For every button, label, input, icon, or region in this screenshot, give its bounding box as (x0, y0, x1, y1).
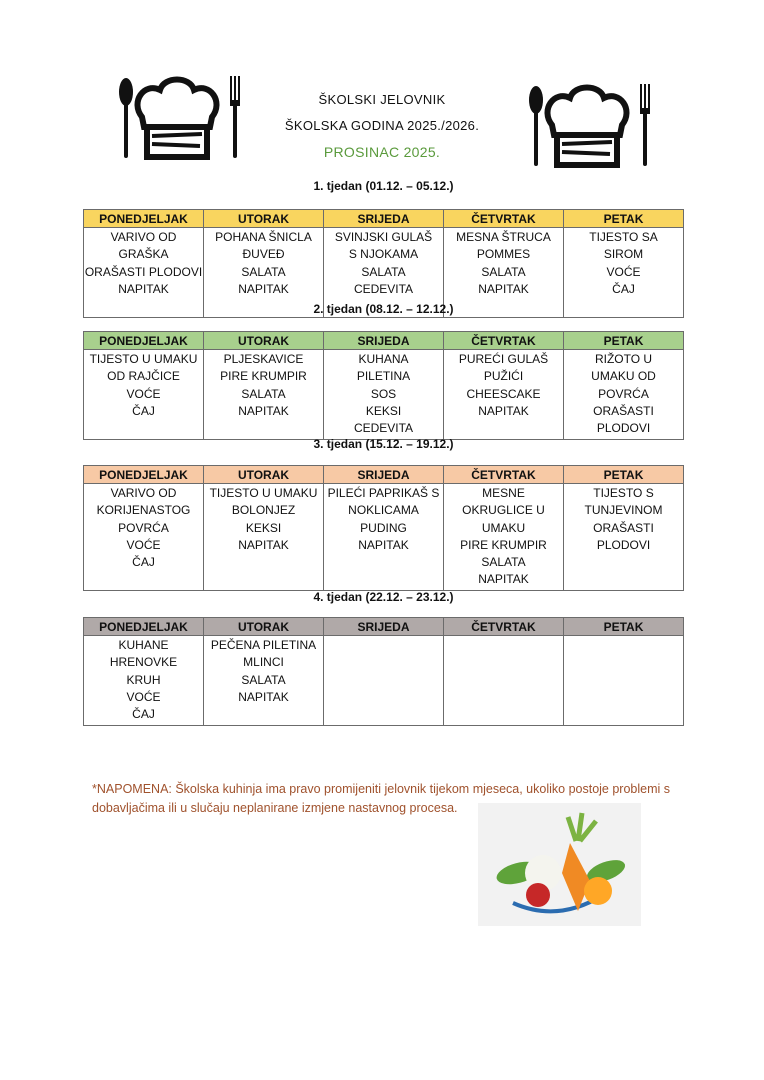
meal-item: SALATA (481, 555, 526, 570)
meal-item: PEČENA PILETINA (210, 638, 317, 652)
meal-item: ORAŠASTI PLODOVI (84, 264, 203, 279)
day-header: PETAK (564, 466, 684, 484)
meal-cell (204, 350, 324, 440)
day-header: PETAK (564, 618, 684, 636)
week-table (83, 465, 684, 591)
meal-item: UMAKU OD (591, 369, 656, 384)
meal-item: PILETINA (356, 369, 411, 384)
meal-item: ČAJ (612, 281, 635, 296)
meal-item: NAPITAK (238, 281, 289, 296)
meal-item: RIŽOTO U (594, 352, 653, 366)
day-header: UTORAK (204, 332, 324, 350)
meal-item: NAPITAK (238, 537, 289, 552)
meal-item: BOLONJEZ (231, 503, 296, 518)
meal-item: MESNE (482, 486, 525, 500)
title-block (250, 88, 514, 170)
day-header: PONEDJELJAK (84, 466, 204, 484)
meal-item: VARIVO OD (110, 486, 177, 500)
month-title: PROSINAC 2025. (323, 144, 441, 160)
meal-item: ĐUVEĐ (242, 247, 285, 262)
day-header: PONEDJELJAK (84, 210, 204, 228)
meal-cell (564, 484, 684, 591)
meal-item: ČAJ (132, 707, 155, 722)
meal-item: TUNJEVINOM (584, 503, 663, 518)
meal-item: S NJOKAMA (348, 247, 419, 262)
meal-item: POVRĆA (118, 520, 169, 535)
week-label: 2. tjedan (08.12. – 12.12.) (313, 302, 454, 316)
chef-hat-logo-right-icon (522, 80, 652, 170)
meal-item: PLJESKAVICE (223, 352, 304, 366)
meal-item: SOS (370, 386, 397, 401)
meal-item: KORIJENASTOG (96, 503, 191, 518)
meal-cell (204, 484, 324, 591)
meal-item: TIJESTO SA (589, 230, 658, 244)
meal-item: NAPITAK (238, 689, 289, 704)
meal-item: KUHANE (118, 638, 169, 652)
week-table (83, 331, 684, 440)
day-header: ČETVRTAK (444, 332, 564, 350)
week-label: 3. tjedan (15.12. – 19.12.) (313, 437, 454, 451)
meal-item: TIJESTO U UMAKU (89, 352, 198, 366)
meal-item: GRAŠKA (118, 247, 169, 262)
meal-item: PIRE KRUMPIR (220, 369, 307, 384)
meal-item: CEDEVITA (353, 421, 414, 436)
meal-item: NAPITAK (478, 281, 529, 296)
meal-item: NAPITAK (478, 572, 529, 587)
vegetables-illustration-icon (478, 803, 641, 926)
meal-item: OKRUGLICE U (462, 503, 545, 518)
meal-item: UMAKU (481, 520, 526, 535)
week-table-header-row (84, 210, 684, 228)
meal-item: KEKSI (245, 520, 282, 535)
meal-item: VOĆE (126, 689, 161, 704)
meal-item: KUHANA (358, 352, 409, 366)
meal-item: SALATA (241, 386, 286, 401)
week-table-header-row (84, 332, 684, 350)
meal-item: POVRĆA (598, 386, 649, 401)
meal-item: PLODOVI (596, 537, 651, 552)
meal-item: KRUH (126, 672, 161, 687)
meal-item: VOĆE (126, 537, 161, 552)
meal-item: SALATA (241, 264, 286, 279)
meal-cell (444, 484, 564, 591)
meal-cell (564, 636, 684, 726)
meal-item: PLODOVI (596, 421, 651, 436)
meal-item: KEKSI (365, 403, 402, 418)
week-label: 4. tjedan (22.12. – 23.12.) (313, 590, 454, 604)
meal-cell (84, 350, 204, 440)
meal-item: ORAŠASTI (593, 403, 654, 418)
meal-cell (324, 636, 444, 726)
day-header: PETAK (564, 332, 684, 350)
meal-item: POMMES (476, 247, 531, 262)
day-header: SRIJEDA (324, 210, 444, 228)
meal-item: NAPITAK (358, 537, 409, 552)
meal-cell (84, 484, 204, 591)
week-label: 1. tjedan (01.12. – 05.12.) (313, 179, 454, 193)
meal-item: SALATA (361, 264, 406, 279)
meal-item: PUREĆI GULAŠ (458, 352, 549, 366)
meal-cell (564, 350, 684, 440)
meal-item: VARIVO OD (110, 230, 177, 244)
meal-item: SALATA (241, 672, 286, 687)
menu-title: ŠKOLSKI JELOVNIK (318, 92, 446, 107)
meal-item: NAPITAK (478, 403, 529, 418)
meal-cell (444, 636, 564, 726)
meal-item: TIJESTO S (593, 486, 654, 500)
day-header: PONEDJELJAK (84, 332, 204, 350)
meal-item: CHEESCAKE (466, 386, 541, 401)
meal-cell (444, 350, 564, 440)
meal-item: NOKLICAMA (348, 503, 419, 518)
meal-item: CEDEVITA (353, 281, 414, 296)
meal-item: OD RAJČICE (107, 369, 180, 384)
meal-item: VOĆE (126, 386, 161, 401)
note-text: *NAPOMENA: Školska kuhinja ima pravo promijeniti jelovnik tijekom mjeseca, ukoliko postoje problemi s dobavljačima ili u slučaju neplanirane izmjene nastavnog procesa. (92, 782, 671, 815)
day-header: UTORAK (204, 210, 324, 228)
meal-cell (324, 350, 444, 440)
day-header: PETAK (564, 210, 684, 228)
meal-item: SVINJSKI GULAŠ (334, 230, 433, 244)
day-header: SRIJEDA (324, 332, 444, 350)
table-row (84, 636, 684, 726)
day-header: SRIJEDA (324, 466, 444, 484)
meal-item: ČAJ (132, 403, 155, 418)
day-header: SRIJEDA (324, 618, 444, 636)
meal-item: POHANA ŠNICLA (215, 230, 312, 244)
table-row (84, 484, 684, 591)
day-header: UTORAK (204, 466, 324, 484)
table-row (84, 350, 684, 440)
week-table (83, 617, 684, 726)
meal-item: TIJESTO U UMAKU (209, 486, 318, 500)
day-header: ČETVRTAK (444, 466, 564, 484)
meal-item: SALATA (481, 264, 526, 279)
meal-item: NAPITAK (238, 403, 289, 418)
meal-item: PUŽIĆI (483, 369, 524, 384)
meal-item: MLINCI (243, 655, 284, 670)
meal-cell (204, 636, 324, 726)
meal-item: VOĆE (606, 264, 641, 279)
meal-item: PUDING (360, 520, 407, 535)
day-header: PONEDJELJAK (84, 618, 204, 636)
meal-item: PIRE KRUMPIR (460, 537, 547, 552)
day-header: ČETVRTAK (444, 618, 564, 636)
day-header: UTORAK (204, 618, 324, 636)
meal-item: HRENOVKE (109, 655, 178, 670)
meal-cell (324, 484, 444, 591)
school-year: ŠKOLSKA GODINA 2025./2026. (284, 118, 480, 133)
meal-item: NAPITAK (118, 281, 169, 296)
meal-item: MESNA ŠTRUCA (456, 230, 551, 244)
day-header: ČETVRTAK (444, 210, 564, 228)
meal-item: SIROM (603, 247, 644, 262)
meal-item: PILEĆI PAPRIKAŠ S (327, 486, 440, 500)
week-table-header-row (84, 618, 684, 636)
chef-hat-logo-left-icon (112, 72, 242, 162)
meal-item: ČAJ (132, 555, 155, 570)
meal-item: ORAŠASTI (593, 520, 654, 535)
week-table-header-row (84, 466, 684, 484)
meal-cell (84, 636, 204, 726)
